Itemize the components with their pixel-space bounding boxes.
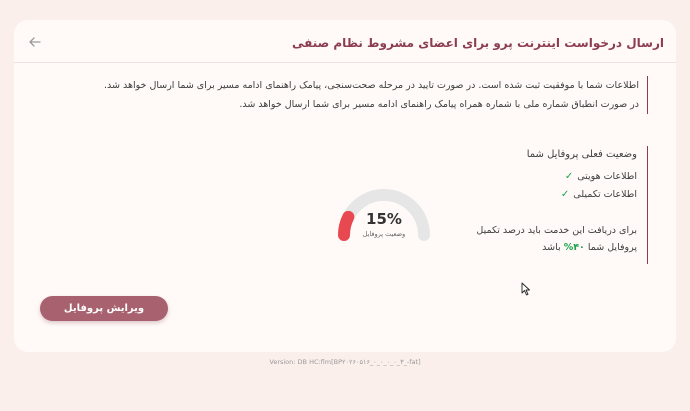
edit-profile-button[interactable]: ویرایش پروفایل: [40, 296, 168, 321]
note-line-2: [476, 239, 637, 256]
version-text: Version: DB HC:flm[BP۲۰۲۶۰۵۱۶_۰_۰_۰_۰_۳_-fat]: [269, 358, 421, 366]
info-line-2: در صورت انطباق شماره ملی با شماره همراه پیامک راهنمای ادامه مسیر برای شما ارسال خواهد شد.: [239, 99, 639, 110]
info-line-1: اطلاعات شما با موفقیت ثبت شده است. در صورت تایید در مرحله صحت‌سنجی، پیامک راهنمای ادامه مسیر برای شما ارسال خواهد شد.: [104, 80, 639, 91]
note-suffix: باشد: [542, 242, 561, 253]
check-icon: ✓: [560, 189, 570, 200]
profile-status-panel: [477, 146, 648, 264]
info-message: [79, 76, 648, 114]
header: [14, 20, 676, 63]
page-title: ارسال درخواست اینترنت پرو برای اعضای مشروط نظام صنفی: [291, 36, 664, 50]
status-item-identity: [565, 171, 637, 182]
profile-completion-gauge: [334, 183, 434, 243]
status-item-supplementary: [561, 189, 637, 200]
status-title: وضعیت فعلی پروفایل شما: [526, 149, 637, 160]
gauge-label: وضعیت پروفایل: [362, 230, 406, 238]
arrow-left-icon[interactable]: [28, 35, 42, 49]
check-icon: ✓: [564, 171, 574, 182]
required-percent: ۴۰%: [563, 242, 585, 253]
status-item-label: اطلاعات تکمیلی: [573, 189, 637, 200]
mouse-cursor-icon: [521, 282, 531, 296]
completion-note: [476, 222, 637, 256]
note-line-1: برای دریافت این خدمت باید درصد تکمیل: [476, 225, 637, 236]
status-item-label: اطلاعات هویتی: [577, 171, 637, 182]
gauge-value: 15%: [366, 210, 402, 228]
note-prefix: پروفایل شما: [587, 242, 637, 253]
